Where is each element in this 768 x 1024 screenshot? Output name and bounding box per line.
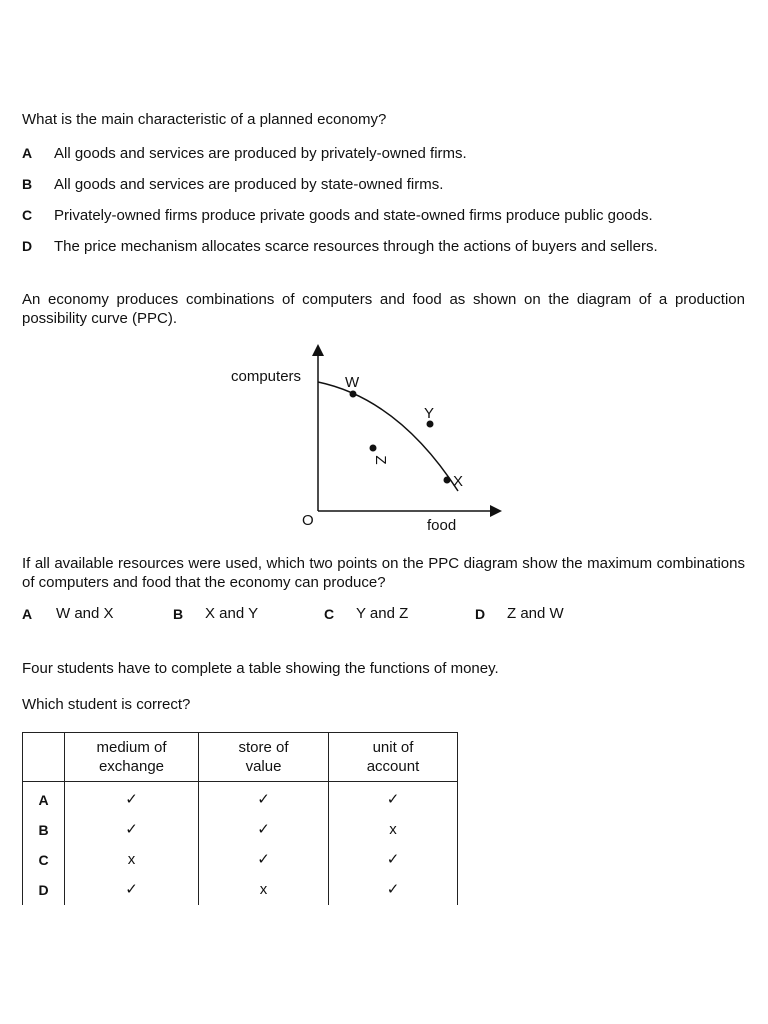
table-header-row [23, 733, 458, 782]
q1-question: What is the main characteristic of a planned economy? [22, 111, 387, 128]
q1-option-d-letter: D [22, 238, 33, 254]
row-d-unit-mark: ✓ [386, 881, 400, 898]
q2-option-b-letter: B [173, 606, 184, 622]
point-x-dot [444, 477, 451, 484]
table-medium-column [65, 782, 199, 906]
row-a-store-mark: ✓ [257, 791, 270, 808]
point-x-label: X [453, 473, 464, 490]
point-w-label: W [345, 374, 360, 391]
row-d-medium-mark: ✓ [125, 881, 138, 898]
row-b-unit-mark: x [389, 821, 397, 838]
table-header-medium-of-exchange [65, 733, 199, 782]
table-letters-column [23, 782, 65, 906]
x-axis-label: food [427, 517, 457, 534]
q1-option-a-text: All goods and services are produced by privately-owned firms. [54, 145, 467, 162]
q2-option-d-letter: D [475, 606, 486, 622]
header-store-text: store of value [238, 739, 289, 775]
row-d-letter: D [38, 882, 49, 898]
point-z-dot [370, 445, 377, 452]
q1-option-d-text: The price mechanism allocates scarce resources through the actions of buyers and sellers. [54, 238, 658, 255]
y-axis-label: computers [231, 368, 302, 385]
money-functions-table [22, 732, 458, 905]
page-bottom-margin [0, 922, 768, 1024]
q2-option-a-letter: A [22, 606, 33, 622]
row-c-unit-mark: ✓ [386, 851, 400, 868]
row-a-medium-mark: ✓ [125, 791, 138, 808]
q2-option-c-text: Y and Z [356, 605, 409, 622]
origin-label: O [302, 512, 314, 529]
point-w-dot [350, 391, 357, 398]
q2-intro: An economy produces combinations of computers and food as shown on the diagram of a production possibility curve (PPC). [22, 291, 745, 327]
row-b-medium-mark: ✓ [125, 821, 138, 838]
row-a-letter: A [38, 792, 49, 808]
q3-question: Which student is correct? [22, 696, 191, 713]
point-y-label: Y [424, 405, 435, 422]
table-header-store-of-value [199, 733, 329, 782]
q1-option-b-text: All goods and services are produced by state-owned firms. [54, 176, 444, 193]
row-c-letter: C [38, 852, 49, 868]
row-a-unit-mark: ✓ [386, 791, 400, 808]
ppc-curve [318, 382, 458, 491]
header-medium-text: medium of exchange [96, 739, 167, 775]
q2-option-a-text: W and X [56, 605, 114, 622]
q2-option-b-text: X and Y [205, 605, 259, 622]
table-body-row [23, 782, 458, 906]
q1-option-c-letter: C [22, 207, 33, 223]
header-unit-text: unit of account [366, 739, 420, 775]
table-unit-column [329, 782, 458, 906]
row-c-store-mark: ✓ [257, 851, 270, 868]
q2-question: If all available resources were used, which two points on the PPC diagram show the maximum combinations of computers and food that the economy can produce? [22, 555, 745, 591]
table-header-empty [23, 733, 65, 782]
q2-option-c-letter: C [324, 606, 335, 622]
row-c-medium-mark: x [127, 851, 136, 868]
row-b-letter: B [38, 822, 49, 838]
table-header-unit-of-account [329, 733, 458, 782]
q3-intro: Four students have to complete a table showing the functions of money. [22, 660, 499, 677]
point-z-label: Z [372, 455, 389, 465]
row-b-store-mark: ✓ [257, 821, 270, 838]
row-d-store-mark: x [259, 881, 268, 898]
q2-option-d-text: Z and W [507, 605, 564, 622]
q1-option-b-letter: B [22, 176, 33, 192]
q1-option-a-letter: A [22, 145, 33, 161]
q1-option-c-text: Privately-owned firms produce private goods and state-owned firms produce public goods. [54, 207, 653, 224]
table-store-column [199, 782, 329, 906]
